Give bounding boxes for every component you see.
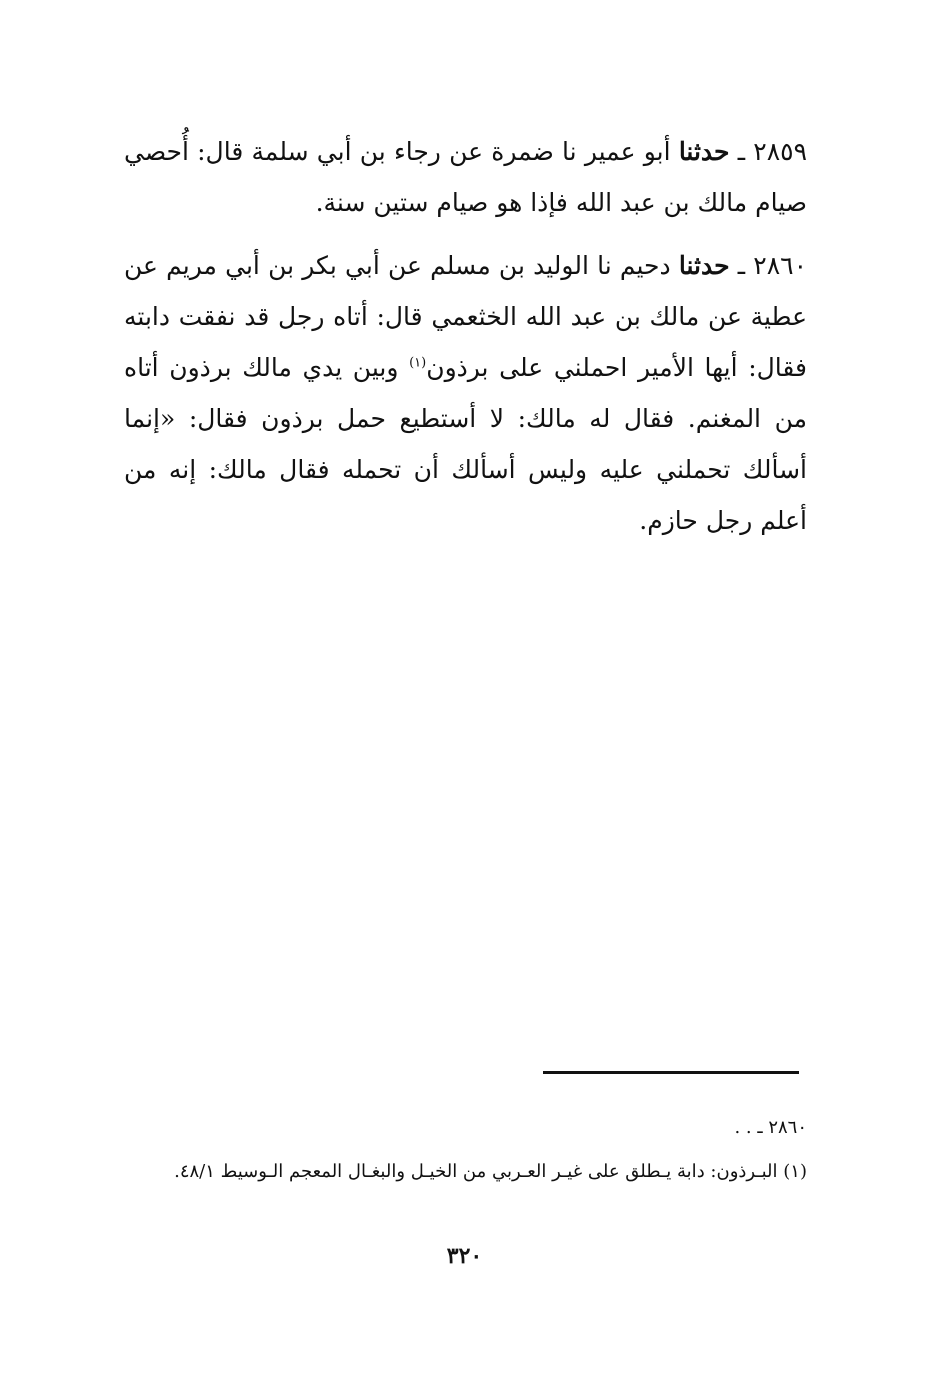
footnotes [124, 1106, 807, 1194]
hadith-keyword: حدثنا [678, 137, 730, 166]
hadith-text-part-2: وبين يدي مالك برذون أتاه من المغنم. فقال له مالك: لا أستطيع حمل برذون فقال: «إنما أسألك تحملني عليه وليس أسألك أن تحمله فقال مالك: إنه من أعلم رجل حازم. [124, 353, 807, 535]
hadith-dash: ـ [729, 251, 754, 280]
footnote-reference: ٢٨٦٠ ـ . . [734, 1117, 807, 1138]
footnote-divider [543, 1071, 799, 1074]
hadith-text-part-1: دحيم نا الوليد بن مسلم عن أبي بكر بن أبي مريم عن عطية عن مالك بن عبد الله الخثعمي قال: أتاه رجل قد نفقت دابته فقال: أيها الأمير احملني على برذون [124, 251, 808, 382]
hadith-number: ٢٨٦٠ [753, 251, 807, 280]
page-number: ٣٢٠ [446, 1243, 483, 1269]
hadith-dash: ـ [729, 137, 754, 166]
hadith-keyword: حدثنا [678, 251, 730, 280]
footnote-marker: (١) [409, 355, 427, 371]
hadith-2860 [124, 240, 807, 546]
main-text [124, 126, 807, 546]
hadith-text: أبو عمير نا ضمرة عن رجاء بن أبي سلمة قال: أُحصي صيام مالك بن عبد الله فإذا هو صيام ستين سنة. [124, 137, 807, 217]
hadith-2859 [124, 126, 807, 228]
footnote-note: (١) البـرذون: دابة يـطلق على غيـر العـربي من الخيـل والبغـال المعجم الـوسيط ٤٨/١. [174, 1161, 807, 1182]
hadith-number: ٢٨٥٩ [753, 137, 807, 166]
